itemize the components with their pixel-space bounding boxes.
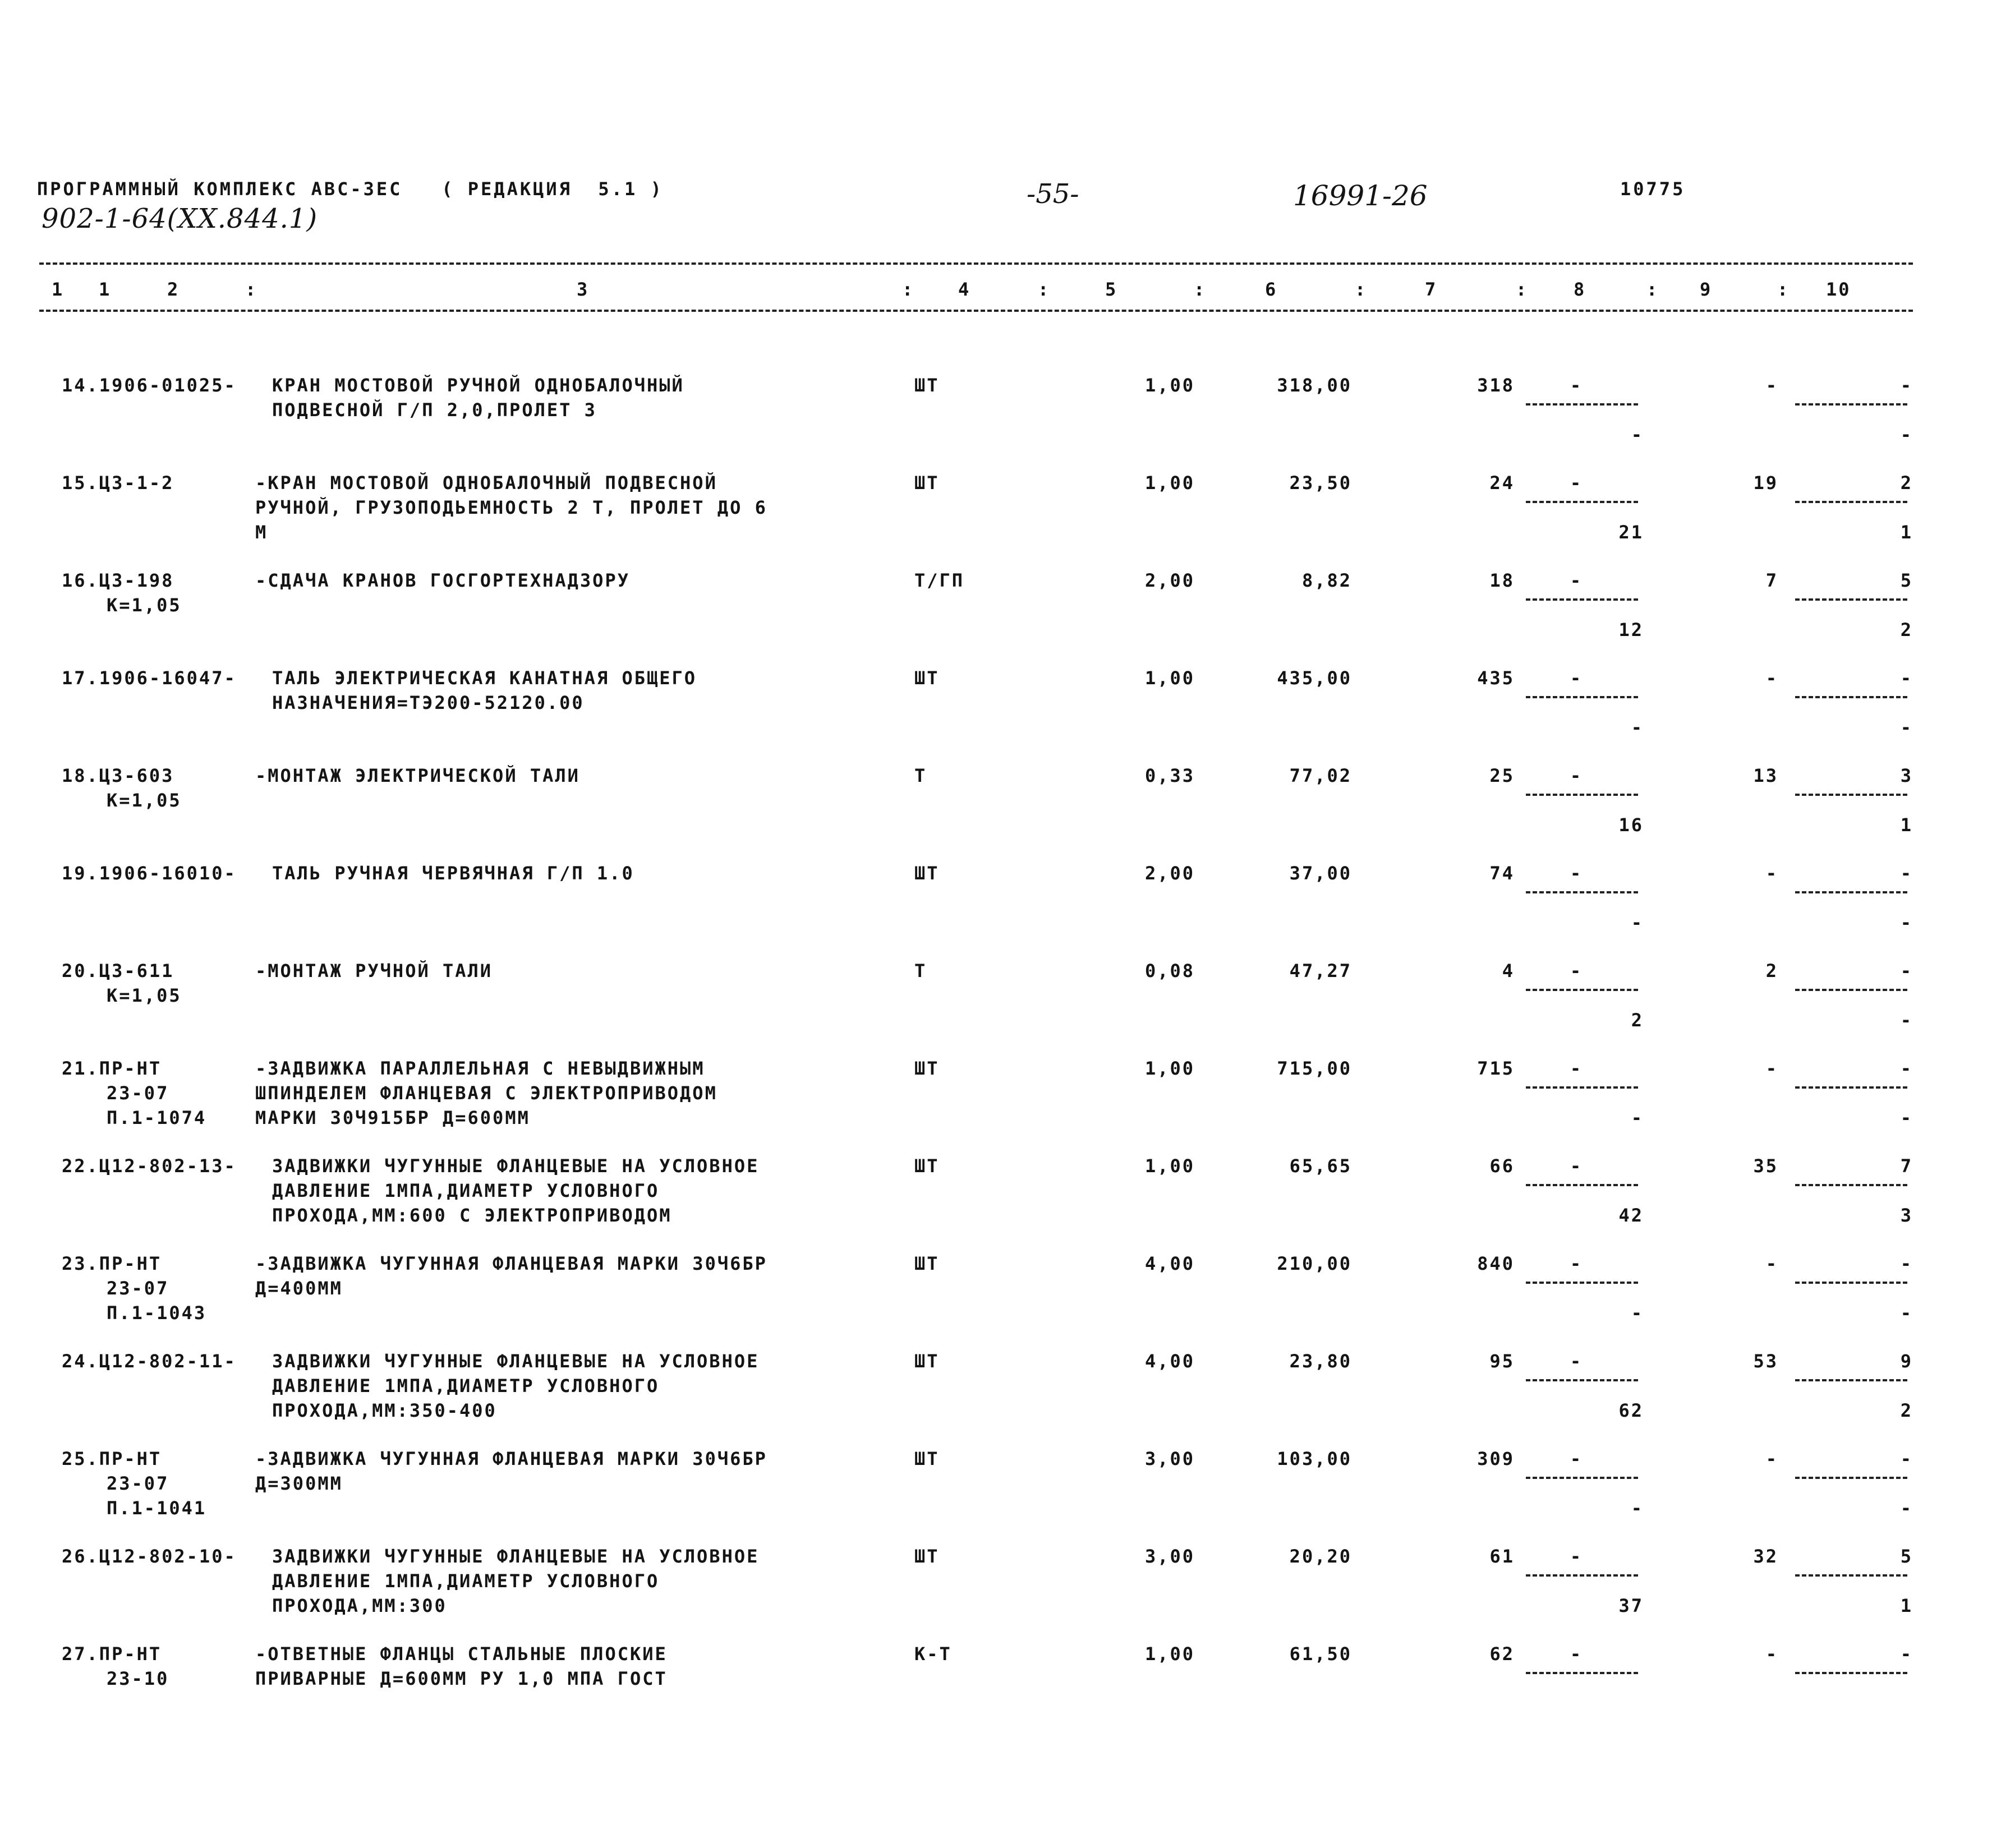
unit: ШТ: [914, 1351, 940, 1372]
col9: 53: [1753, 1351, 1778, 1372]
header-rule-bottom: [39, 310, 1913, 312]
document-number: 16991-26: [1293, 179, 1428, 212]
col8-top: -: [1570, 1448, 1583, 1469]
col8-top: -: [1570, 1155, 1583, 1177]
item-description: ЗАДВИЖКИ ЧУГУННЫЕ ФЛАНЦЕВЫЕ НА УСЛОВНОЕ ДАВЛЕНИЕ 1МПА,ДИАМЕТР УСЛОВНОГО ПРОХОДА,ММ:600 С ЭЛЕКТРОПРИВОДОМ: [272, 1155, 760, 1226]
col10-fraction-line: [1795, 598, 1907, 601]
col9: -: [1765, 1643, 1778, 1665]
total-cost: 18: [1489, 570, 1515, 591]
col8-bottom: 2: [1631, 1010, 1644, 1031]
quantity: 3,00: [1144, 1546, 1195, 1567]
quantity: 3,00: [1144, 1448, 1195, 1469]
unit: Т: [914, 765, 927, 786]
quantity: 1,00: [1144, 1643, 1195, 1665]
col10-bottom: 1: [1900, 1595, 1913, 1616]
item-code-suffix: 23-07 П.1-1043: [107, 1278, 207, 1324]
col8-bottom: -: [1631, 1302, 1644, 1324]
col8-fraction-line: [1526, 696, 1638, 698]
unit: ШТ: [914, 667, 940, 689]
column-header-label: 9: [1700, 279, 1713, 300]
item-code-suffix: 23-10: [107, 1668, 169, 1689]
unit: ШТ: [914, 1155, 940, 1177]
item-description: -ЗАДВИЖКА ЧУГУННАЯ ФЛАНЦЕВАЯ МАРКИ 30Ч6БР Д=300ММ: [255, 1448, 767, 1494]
col10-bottom: 1: [1900, 814, 1913, 836]
unit-price: 8,82: [1301, 570, 1352, 591]
column-header-label: 4: [958, 279, 971, 300]
col8-top: -: [1570, 375, 1583, 396]
unit: ШТ: [914, 1058, 940, 1079]
col10-bottom: 3: [1900, 1205, 1913, 1226]
col8-fraction-line: [1526, 403, 1638, 405]
quantity: 1,00: [1144, 1155, 1195, 1177]
col8-fraction-line: [1526, 1086, 1638, 1089]
col8-fraction-line: [1526, 1184, 1638, 1186]
col9: -: [1765, 1058, 1778, 1079]
col10-bottom: -: [1900, 1107, 1913, 1128]
column-header-label: 10: [1826, 279, 1851, 300]
col10-fraction-line: [1795, 1086, 1907, 1089]
col10-top: 2: [1900, 472, 1913, 494]
item-code: 26.Ц12-802-10-: [62, 1546, 237, 1567]
unit-price: 318,00: [1277, 375, 1352, 396]
col10-top: -: [1900, 960, 1913, 981]
unit-price: 23,80: [1289, 1351, 1352, 1372]
project-number: 902-1-64(XX.844.1): [42, 203, 318, 234]
col8-fraction-line: [1526, 989, 1638, 991]
item-description: ТАЛЬ РУЧНАЯ ЧЕРВЯЧНАЯ Г/П 1.0: [272, 863, 634, 884]
col10-top: -: [1900, 375, 1913, 396]
col10-fraction-line: [1795, 1574, 1907, 1577]
col8-top: -: [1570, 1058, 1583, 1079]
quantity: 4,00: [1144, 1253, 1195, 1274]
item-description: -СДАЧА КРАНОВ ГОСГОРТЕХНАДЗОРУ: [255, 570, 630, 591]
column-header-separator: :: [1194, 279, 1207, 300]
col10-bottom: -: [1900, 912, 1913, 933]
item-code: 22.Ц12-802-13-: [62, 1155, 237, 1177]
item-code: 18.Ц3-603: [62, 765, 174, 786]
col8-top: -: [1570, 1643, 1583, 1665]
col10-top: -: [1900, 863, 1913, 884]
col8-fraction-line: [1526, 598, 1638, 601]
col10-bottom: -: [1900, 1010, 1913, 1031]
unit-price: 47,27: [1289, 960, 1352, 981]
total-cost: 24: [1489, 472, 1515, 494]
item-description: -МОНТАЖ РУЧНОЙ ТАЛИ: [255, 960, 493, 981]
quantity: 1,00: [1144, 667, 1195, 689]
col10-top: 7: [1900, 1155, 1913, 1177]
col10-fraction-line: [1795, 1672, 1907, 1674]
col10-top: 5: [1900, 1546, 1913, 1567]
item-code: 19.1906-16010-: [62, 863, 237, 884]
unit: ШТ: [914, 472, 940, 494]
col8-top: -: [1570, 863, 1583, 884]
col8-bottom: -: [1631, 424, 1644, 445]
column-header-separator: :: [1355, 279, 1368, 300]
item-description: -ЗАДВИЖКА ПАРАЛЛЕЛЬНАЯ С НЕВЫДВИЖНЫМ ШПИНДЕЛЕМ ФЛАНЦЕВАЯ С ЭЛЕКТРОПРИВОДОМ МАРКИ 30Ч915БР Д=600ММ: [255, 1058, 717, 1128]
col8-bottom: 12: [1618, 619, 1644, 640]
total-cost: 95: [1489, 1351, 1515, 1372]
col10-bottom: -: [1900, 1302, 1913, 1324]
item-description: ЗАДВИЖКИ ЧУГУННЫЕ ФЛАНЦЕВЫЕ НА УСЛОВНОЕ ДАВЛЕНИЕ 1МПА,ДИАМЕТР УСЛОВНОГО ПРОХОДА,ММ:300: [272, 1546, 760, 1616]
col9: -: [1765, 667, 1778, 689]
col10-fraction-line: [1795, 1379, 1907, 1381]
unit: ШТ: [914, 1253, 940, 1274]
col10-bottom: 2: [1900, 1400, 1913, 1421]
total-cost: 66: [1489, 1155, 1515, 1177]
col10-fraction-line: [1795, 696, 1907, 698]
column-header-label: 1: [52, 279, 65, 300]
col8-bottom: -: [1631, 1497, 1644, 1519]
col10-top: 9: [1900, 1351, 1913, 1372]
col10-bottom: -: [1900, 424, 1913, 445]
total-cost: 435: [1477, 667, 1515, 689]
unit-price: 65,65: [1289, 1155, 1352, 1177]
unit: ШТ: [914, 863, 940, 884]
col8-fraction-line: [1526, 1672, 1638, 1674]
column-header-separator: 1: [99, 279, 112, 300]
unit-price: 103,00: [1277, 1448, 1352, 1469]
total-cost: 74: [1489, 863, 1515, 884]
document-code: 10775: [1620, 178, 1686, 200]
column-header-label: 5: [1105, 279, 1118, 300]
item-code-suffix: 23-07 П.1-1041: [107, 1473, 207, 1519]
column-header-label: 7: [1425, 279, 1438, 300]
col8-bottom: -: [1631, 717, 1644, 738]
col8-bottom: 42: [1618, 1205, 1644, 1226]
unit-price: 77,02: [1289, 765, 1352, 786]
col10-fraction-line: [1795, 794, 1907, 796]
col10-fraction-line: [1795, 891, 1907, 893]
col10-fraction-line: [1795, 501, 1907, 503]
col9: 13: [1753, 765, 1778, 786]
total-cost: 4: [1502, 960, 1515, 981]
col10-top: -: [1900, 667, 1913, 689]
col9: -: [1765, 1253, 1778, 1274]
total-cost: 318: [1477, 375, 1515, 396]
col8-top: -: [1570, 1253, 1583, 1274]
col10-bottom: -: [1900, 717, 1913, 738]
unit-price: 61,50: [1289, 1643, 1352, 1665]
col10-bottom: 1: [1900, 522, 1913, 543]
col8-top: -: [1570, 765, 1583, 786]
item-description: КРАН МОСТОВОЙ РУЧНОЙ ОДНОБАЛОЧНЫЙ ПОДВЕСНОЙ Г/П 2,0,ПРОЛЕТ 3: [272, 375, 684, 421]
column-header-separator: :: [1038, 279, 1051, 300]
col8-bottom: 16: [1618, 814, 1644, 836]
col10-top: 5: [1900, 570, 1913, 591]
item-code: 24.Ц12-802-11-: [62, 1351, 237, 1372]
item-code-suffix: 23-07 П.1-1074: [107, 1082, 207, 1128]
column-header-separator: :: [1777, 279, 1790, 300]
unit: ШТ: [914, 1546, 940, 1567]
column-header-separator: :: [1646, 279, 1659, 300]
item-description: -ОТВЕТНЫЕ ФЛАНЦЫ СТАЛЬНЫЕ ПЛОСКИЕ ПРИВАРНЫЕ Д=600ММ РУ 1,0 МПА ГОСТ: [255, 1643, 668, 1689]
col10-top: -: [1900, 1058, 1913, 1079]
item-code: 16.Ц3-198: [62, 570, 174, 591]
item-code: 27.ПР-НТ: [62, 1643, 162, 1665]
total-cost: 309: [1477, 1448, 1515, 1469]
col10-top: 3: [1900, 765, 1913, 786]
total-cost: 61: [1489, 1546, 1515, 1567]
quantity: 1,00: [1144, 375, 1195, 396]
column-header-separator: :: [245, 279, 258, 300]
item-code: 14.1906-01025-: [62, 375, 237, 396]
quantity: 1,00: [1144, 472, 1195, 494]
col8-fraction-line: [1526, 1282, 1638, 1284]
unit-price: 37,00: [1289, 863, 1352, 884]
col10-fraction-line: [1795, 1184, 1907, 1186]
col8-bottom: -: [1631, 1107, 1644, 1128]
quantity: 2,00: [1144, 863, 1195, 884]
unit: ШТ: [914, 375, 940, 396]
total-cost: 62: [1489, 1643, 1515, 1665]
unit: К-Т: [914, 1643, 952, 1665]
total-cost: 25: [1489, 765, 1515, 786]
column-header-label: 3: [577, 279, 590, 300]
quantity: 1,00: [1144, 1058, 1195, 1079]
item-code: 15.Ц3-1-2: [62, 472, 174, 494]
col9: 7: [1765, 570, 1778, 591]
col9: 32: [1753, 1546, 1778, 1567]
item-description: -МОНТАЖ ЭЛЕКТРИЧЕСКОЙ ТАЛИ: [255, 765, 580, 786]
col10-fraction-line: [1795, 1282, 1907, 1284]
col10-top: -: [1900, 1643, 1913, 1665]
col8-top: -: [1570, 1351, 1583, 1372]
unit-price: 210,00: [1277, 1253, 1352, 1274]
col10-top: -: [1900, 1448, 1913, 1469]
col10-fraction-line: [1795, 403, 1907, 405]
col8-top: -: [1570, 472, 1583, 494]
col8-fraction-line: [1526, 1574, 1638, 1577]
item-description: ТАЛЬ ЭЛЕКТРИЧЕСКАЯ КАНАТНАЯ ОБЩЕГО НАЗНАЧЕНИЯ=ТЭ200-52120.00: [272, 667, 697, 713]
col8-top: -: [1570, 960, 1583, 981]
col8-fraction-line: [1526, 1477, 1638, 1479]
total-cost: 715: [1477, 1058, 1515, 1079]
col9: 2: [1765, 960, 1778, 981]
col8-bottom: 21: [1618, 522, 1644, 543]
unit: Т/ГП: [914, 570, 965, 591]
col10-top: -: [1900, 1253, 1913, 1274]
col9: -: [1765, 1448, 1778, 1469]
column-header-label: 2: [167, 279, 180, 300]
unit-price: 20,20: [1289, 1546, 1352, 1567]
col8-fraction-line: [1526, 891, 1638, 893]
item-code: 17.1906-16047-: [62, 667, 237, 689]
header-rule-top: [39, 262, 1913, 265]
item-description: -КРАН МОСТОВОЙ ОДНОБАЛОЧНЫЙ ПОДВЕСНОЙ РУЧНОЙ, ГРУЗОПОДЬЕМНОСТЬ 2 Т, ПРОЛЕТ ДО 6 М: [255, 472, 767, 543]
column-header-separator: :: [1516, 279, 1529, 300]
col8-top: -: [1570, 1546, 1583, 1567]
quantity: 0,08: [1144, 960, 1195, 981]
program-title: ПРОГРАММНЫЙ КОМПЛЕКС АВС-ЗЕС ( РЕДАКЦИЯ 5.1 ): [37, 178, 664, 200]
unit: Т: [914, 960, 927, 981]
col8-fraction-line: [1526, 1379, 1638, 1381]
col9: -: [1765, 375, 1778, 396]
quantity: 2,00: [1144, 570, 1195, 591]
col10-fraction-line: [1795, 989, 1907, 991]
col8-bottom: -: [1631, 912, 1644, 933]
unit-price: 715,00: [1277, 1058, 1352, 1079]
col8-bottom: 37: [1618, 1595, 1644, 1616]
quantity: 4,00: [1144, 1351, 1195, 1372]
col8-fraction-line: [1526, 794, 1638, 796]
col10-bottom: -: [1900, 1497, 1913, 1519]
unit-price: 23,50: [1289, 472, 1352, 494]
item-description: ЗАДВИЖКИ ЧУГУННЫЕ ФЛАНЦЕВЫЕ НА УСЛОВНОЕ ДАВЛЕНИЕ 1МПА,ДИАМЕТР УСЛОВНОГО ПРОХОДА,ММ:350-400: [272, 1351, 760, 1421]
item-code: 21.ПР-НТ: [62, 1058, 162, 1079]
item-code: 20.Ц3-611: [62, 960, 174, 981]
item-code: 25.ПР-НТ: [62, 1448, 162, 1469]
quantity: 0,33: [1144, 765, 1195, 786]
col9: -: [1765, 863, 1778, 884]
col9: 35: [1753, 1155, 1778, 1177]
column-header-label: 8: [1574, 279, 1586, 300]
item-code-suffix: К=1,05: [107, 985, 182, 1006]
col8-top: -: [1570, 570, 1583, 591]
item-description: -ЗАДВИЖКА ЧУГУННАЯ ФЛАНЦЕВАЯ МАРКИ 30Ч6БР Д=400ММ: [255, 1253, 767, 1299]
unit-price: 435,00: [1277, 667, 1352, 689]
col8-fraction-line: [1526, 501, 1638, 503]
col8-bottom: 62: [1618, 1400, 1644, 1421]
unit: ШТ: [914, 1448, 940, 1469]
col10-bottom: 2: [1900, 619, 1913, 640]
col9: 19: [1753, 472, 1778, 494]
page-number: -55-: [1027, 178, 1079, 210]
column-header-separator: :: [902, 279, 915, 300]
col10-fraction-line: [1795, 1477, 1907, 1479]
item-code: 23.ПР-НТ: [62, 1253, 162, 1274]
item-code-suffix: К=1,05: [107, 595, 182, 616]
item-code-suffix: К=1,05: [107, 790, 182, 811]
col8-top: -: [1570, 667, 1583, 689]
column-header-label: 6: [1265, 279, 1278, 300]
total-cost: 840: [1477, 1253, 1515, 1274]
